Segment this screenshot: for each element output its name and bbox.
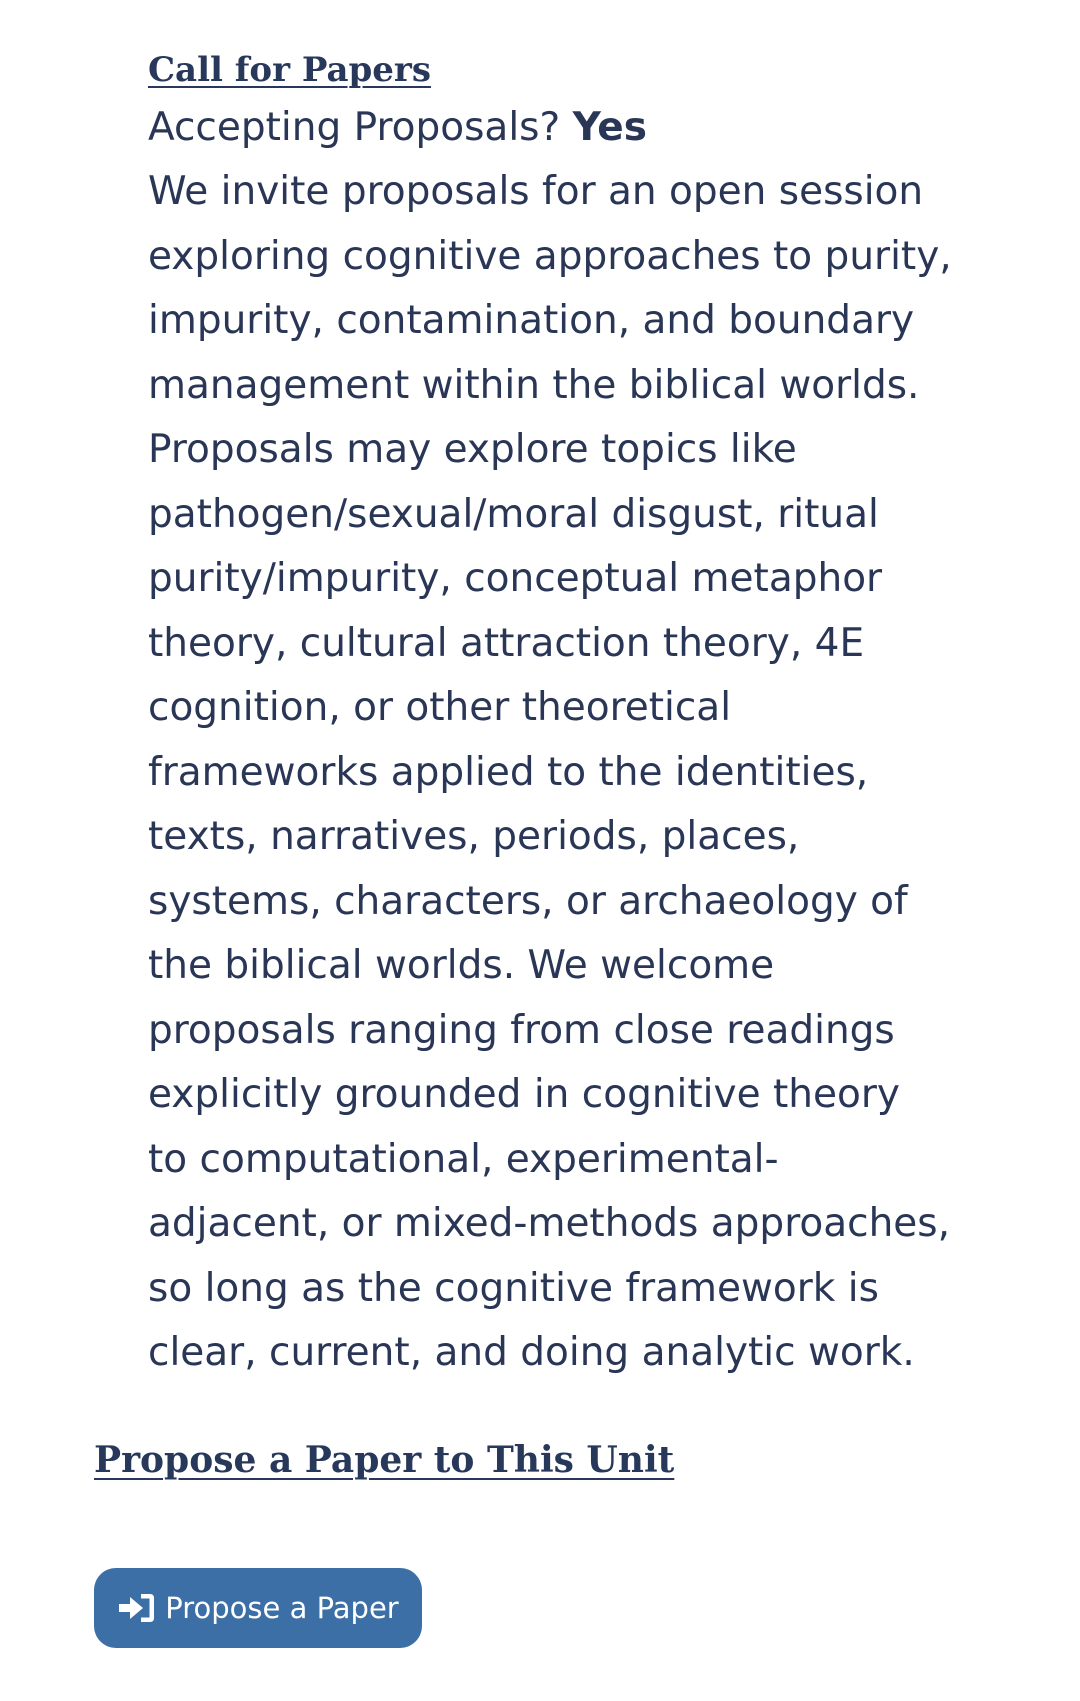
description-line: management within the biblical worlds.	[148, 362, 920, 408]
accepting-proposals-label: Accepting Proposals?	[148, 105, 573, 150]
call-for-papers-description	[148, 160, 952, 1386]
description-line: purity/impurity, conceptual metaphor	[148, 556, 883, 601]
accepting-proposals-value: Yes	[572, 105, 647, 150]
accepting-proposals-status	[148, 96, 948, 160]
description-line: frameworks applied to the identities,	[148, 749, 869, 795]
propose-paper-button[interactable]	[94, 1568, 422, 1648]
description-line: so long as the cognitive framework is	[148, 1265, 879, 1311]
description-line: pathogen/sexual/moral disgust, ritual	[148, 491, 879, 537]
call-for-papers-heading[interactable]: Call for Papers	[148, 50, 431, 90]
description-line: proposals ranging from close readings	[148, 1007, 895, 1053]
description-line: systems, characters, or archaeology of	[148, 878, 908, 924]
sign-in-icon	[117, 1591, 157, 1625]
description-line: explicitly grounded in cognitive theory	[148, 1072, 900, 1117]
propose-paper-heading-link[interactable]: Propose a Paper to This Unit	[94, 1439, 675, 1481]
description-line: impurity, contamination, and boundary	[148, 298, 915, 343]
call-for-papers-section	[148, 44, 952, 1386]
description-line: theory, cultural attraction theory, 4E	[148, 620, 865, 666]
description-line: the biblical worlds. We welcome	[148, 943, 775, 988]
description-line: to computational, experimental-	[148, 1136, 779, 1182]
propose-paper-button-label: Propose a Paper	[165, 1591, 399, 1625]
description-line: We invite proposals for an open session	[148, 169, 924, 214]
description-line: cognition, or other theoretical	[148, 685, 732, 730]
description-line: exploring cognitive approaches to purity,	[148, 233, 952, 279]
description-line: texts, narratives, periods, places,	[148, 814, 800, 859]
description-line: adjacent, or mixed-methods approaches,	[148, 1201, 950, 1246]
description-line: clear, current, and doing analytic work.	[148, 1330, 915, 1375]
description-line: Proposals may explore topics like	[148, 427, 797, 472]
